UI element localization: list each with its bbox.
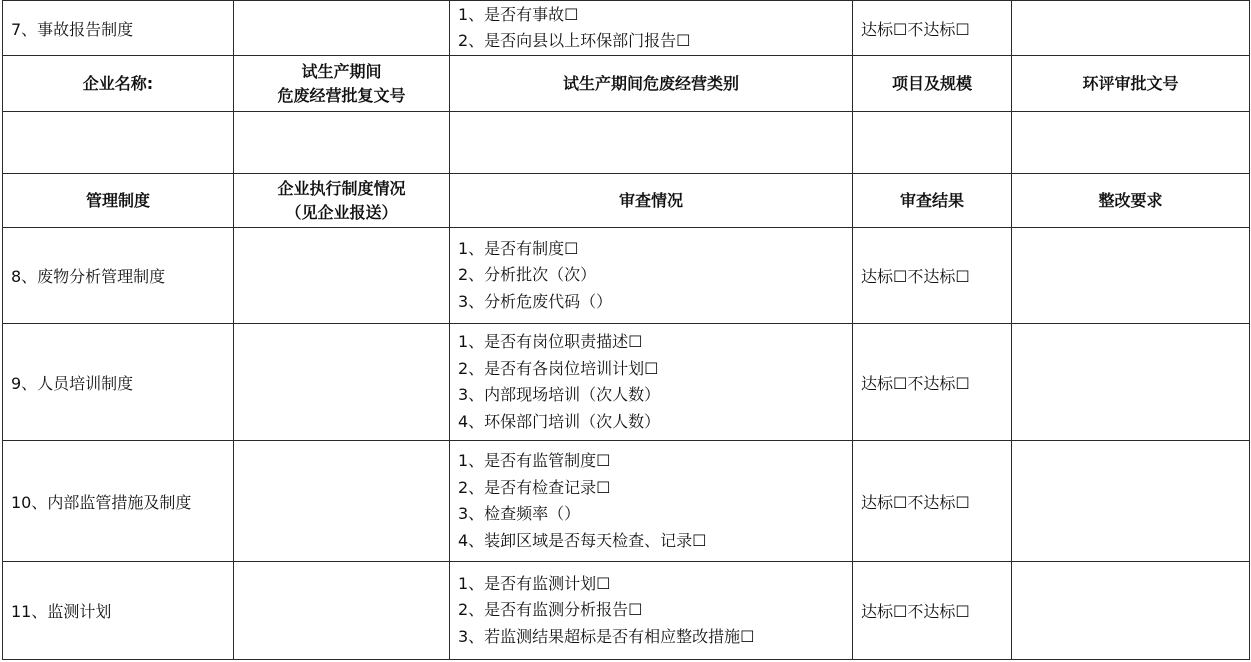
empty-cell [234, 112, 450, 174]
header-approval-line2: 危废经营批复文号 [277, 85, 406, 105]
header-waste-category: 试生产期间危废经营类别 [450, 56, 853, 112]
empty-cell [853, 112, 1012, 174]
result-cell: 达标☐不达标☐ [853, 562, 1012, 660]
review-item: 3、内部现场培训（次人数） [458, 385, 661, 404]
review-item: 2、是否有监测分析报告☐ [458, 600, 643, 620]
review-item: 1、是否有岗位职责描述☐ [458, 332, 643, 351]
review-item: 1、是否有监测计划☐ [458, 573, 611, 593]
row-staff-training [3, 324, 1250, 441]
row-monitoring-plan [3, 562, 1250, 660]
rectify-cell [1012, 562, 1250, 660]
header-approval-number [234, 56, 450, 112]
execution-cell [234, 228, 450, 324]
system-name-cell: 9、人员培训制度 [3, 324, 234, 441]
rectify-cell [1012, 1, 1250, 56]
review-item: 1、是否有事故☐ [458, 4, 579, 24]
rectify-cell [1012, 228, 1250, 324]
review-item: 2、分析批次（次） [458, 265, 597, 285]
header-review: 审查情况 [450, 174, 853, 228]
result-cell: 达标☐不达标☐ [853, 441, 1012, 562]
review-item: 2、是否有各岗位培训计划☐ [458, 358, 659, 378]
review-items-cell [450, 441, 853, 562]
execution-cell [234, 562, 450, 660]
review-items-cell [450, 324, 853, 441]
system-name-cell: 11、监测计划 [3, 562, 234, 660]
review-item: 4、装卸区域是否每天检查、记录☐ [458, 530, 707, 550]
header-review-result: 审查结果 [853, 174, 1012, 228]
result-cell: 达标☐不达标☐ [853, 228, 1012, 324]
review-item: 2、是否向县以上环保部门报告☐ [458, 31, 691, 50]
execution-cell [234, 324, 450, 441]
review-items-cell [450, 562, 853, 660]
system-name-cell: 10、内部监管措施及制度 [3, 441, 234, 562]
empty-company-row [3, 112, 1250, 174]
header-management-system: 管理制度 [3, 174, 234, 228]
empty-cell [3, 112, 234, 174]
header-execution-line1: 企业执行制度情况 [277, 178, 406, 198]
row-accident-report [3, 1, 1250, 56]
header-execution-line2: （见企业报送） [285, 202, 398, 222]
review-item: 3、分析危废代码（） [458, 291, 613, 311]
execution-cell [234, 441, 450, 562]
execution-cell [234, 1, 450, 56]
rectify-cell [1012, 441, 1250, 562]
row-internal-supervision [3, 441, 1250, 562]
review-items-cell [450, 228, 853, 324]
header-row-system [3, 174, 1250, 228]
review-items-cell [450, 1, 853, 56]
row-waste-analysis [3, 228, 1250, 324]
header-execution [234, 174, 450, 228]
result-cell: 达标☐不达标☐ [853, 1, 1012, 56]
inspection-table [2, 0, 1250, 660]
empty-cell [450, 112, 853, 174]
review-item: 2、是否有检查记录☐ [458, 477, 611, 497]
header-project-scale: 项目及规模 [853, 56, 1012, 112]
review-item: 3、检查频率（） [458, 504, 581, 523]
system-name-cell: 7、事故报告制度 [3, 1, 234, 56]
header-eia-number: 环评审批文号 [1012, 56, 1250, 112]
system-name-cell: 8、废物分析管理制度 [3, 228, 234, 324]
review-item: 1、是否有制度☐ [458, 238, 579, 258]
header-company-name: 企业名称: [3, 56, 234, 112]
result-cell: 达标☐不达标☐ [853, 324, 1012, 441]
review-item: 3、若监测结果超标是否有相应整改措施☐ [458, 626, 755, 646]
review-item: 1、是否有监管制度☐ [458, 451, 611, 470]
review-item: 4、环保部门培训（次人数） [458, 411, 661, 431]
rectify-cell [1012, 324, 1250, 441]
header-approval-line1: 试生产期间 [301, 61, 382, 81]
empty-cell [1012, 112, 1250, 174]
header-rectification: 整改要求 [1012, 174, 1250, 228]
header-row-company [3, 56, 1250, 112]
